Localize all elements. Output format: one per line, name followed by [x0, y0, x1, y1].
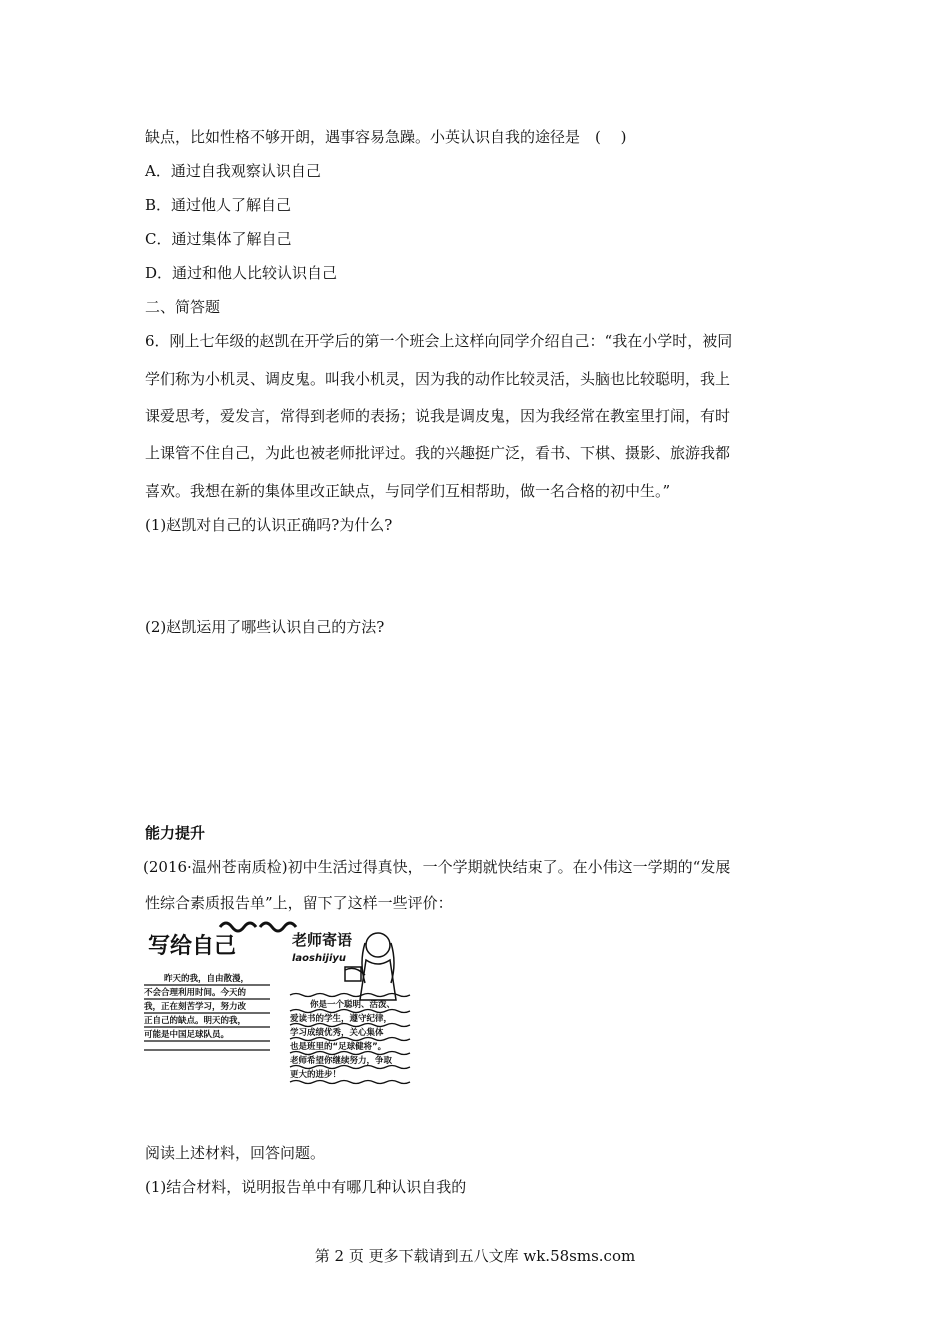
- teacher-drawing: [345, 933, 396, 1000]
- q5-option-c: C．通过集体了解自己: [145, 230, 292, 248]
- self-note-line: 可能是中国足球队员。: [144, 1030, 230, 1040]
- report-card-figure: [140, 915, 415, 1095]
- teacher-note-line: 你是一个聪明、活泼、: [310, 1000, 396, 1010]
- teacher-note-pinyin: laoshijiyu: [292, 953, 347, 964]
- q6-subquestion-1: (1)赵凯对自己的认识正确吗?为什么?: [145, 516, 393, 534]
- read-prompt: 阅读上述材料，回答问题。: [145, 1144, 326, 1162]
- teacher-note-line: 老师希望你继续努力，争取: [290, 1056, 393, 1066]
- teacher-note-line: 学习成绩优秀，关心集体: [290, 1028, 384, 1038]
- teacher-note-title: 老师寄语: [292, 931, 353, 949]
- self-note-line: 昨天的我，自由散漫，: [164, 974, 250, 984]
- q6-line: 上课管不住自己，为此也被老师批评过。我的兴趣挺广泛，看书、下棋、摄影、旅游我都: [145, 444, 731, 462]
- q6-line: 喜欢。我想在新的集体里改正缺点，与同学们互相帮助，做一名合格的初中生。”: [145, 482, 671, 500]
- q5-stem-tail: 缺点，比如性格不够开朗，遇事容易急躁。小英认识自我的途径是 ( ): [145, 128, 627, 146]
- self-note-line: 我，正在刻苦学习，努力改: [144, 1002, 247, 1012]
- ability-subquestion-1: (1)结合材料，说明报告单中有哪几种认识自我的: [145, 1178, 467, 1196]
- q6-line: 6．刚上七年级的赵凯在开学后的第一个班会上这样向同学介绍自己：“我在小学时，被同: [145, 332, 733, 350]
- section-heading: 二、简答题: [145, 298, 221, 316]
- q6-subquestion-2: (2)赵凯运用了哪些认识自己的方法?: [145, 618, 385, 636]
- ability-intro-line: 性综合素质报告单”上，留下了这样一些评价：: [145, 894, 453, 912]
- self-note-line: 正自己的缺点。明天的我，: [144, 1016, 247, 1026]
- q6-line: 课爱思考，爱发言，常得到老师的表扬；说我是调皮鬼，因为我经常在教室里打闹，有时: [145, 407, 731, 425]
- ability-heading: 能力提升: [145, 824, 206, 842]
- page-footer: 第 2 页 更多下载请到五八文库 wk.58sms.com: [314, 1247, 636, 1265]
- self-note-line: 不会合理利用时间。今天的: [144, 988, 247, 998]
- ability-intro-line: (2016·温州苍南质检)初中生活过得真快，一个学期就快结束了。在小伟这一学期的“发展: [143, 858, 731, 876]
- decorative-scribble: [220, 923, 256, 931]
- q5-option-a: A．通过自我观察认识自己: [145, 162, 321, 180]
- q6-line: 学们称为小机灵、调皮鬼。叫我小机灵，因为我的动作比较灵活，头脑也比较聪明，我上: [145, 370, 731, 388]
- decorative-scribble: [260, 923, 296, 931]
- self-note-title: 写给自己: [148, 934, 237, 959]
- q5-option-b: B．通过他人了解自己: [145, 196, 292, 214]
- teacher-note-line: 也是班里的“足球健将”。: [290, 1042, 387, 1052]
- q5-option-d: D．通过和他人比较认识自己: [145, 264, 338, 282]
- report-card-illustration: [140, 915, 415, 1095]
- teacher-note-line: 爱读书的学生，遵守纪律，: [290, 1014, 393, 1024]
- teacher-note-line: 更大的进步！: [290, 1070, 342, 1080]
